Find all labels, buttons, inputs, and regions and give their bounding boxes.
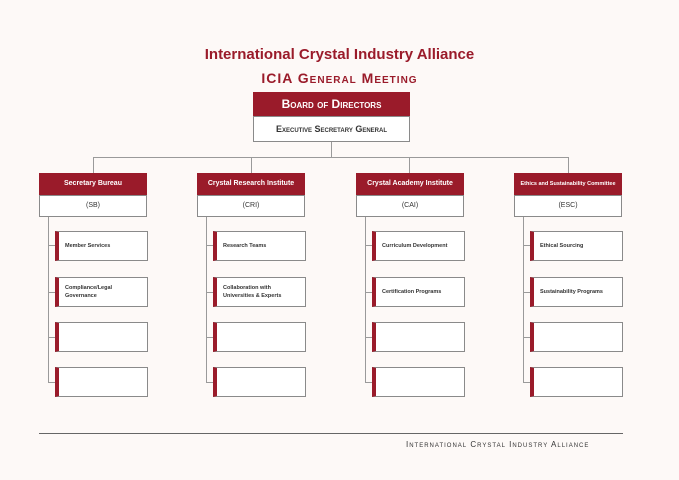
sub-unit-box (55, 322, 148, 352)
sub-unit-box (55, 231, 148, 261)
connector-drop-cri (251, 157, 252, 173)
sub-unit-label: Ethical Sourcing (540, 242, 584, 249)
connector-drop-cai (409, 157, 410, 173)
sub-unit-box (372, 367, 465, 397)
sub-unit-box (213, 231, 306, 261)
footer-text: International Crystal Industry Alliance (406, 440, 590, 449)
sub-unit-label: Curriculum Development (382, 242, 448, 249)
sub-unit-box (530, 367, 623, 397)
sub-unit-label: Collaboration with Universities & Experts (223, 284, 282, 299)
sub-unit-box (530, 322, 623, 352)
org-subtitle: ICIA General Meeting (261, 70, 418, 86)
sub-unit-box (530, 231, 623, 261)
department-abbr-cai: (CAI) (356, 195, 464, 217)
sub-unit-box (213, 277, 306, 307)
sub-unit-label: Sustainability Programs (540, 288, 603, 295)
connector-drop-esc (568, 157, 569, 173)
sub-unit-label: Compliance/Legal Governance (65, 284, 113, 299)
executive-secretary-box: Executive Secretary General (253, 116, 410, 142)
footer-divider (39, 433, 623, 434)
sub-unit-label: Member Services (65, 242, 111, 249)
sub-unit-box (55, 367, 148, 397)
branch-line-sb (48, 217, 49, 383)
connector-horizontal-main (93, 157, 569, 158)
department-header-cai: Crystal Academy Institute (356, 173, 464, 195)
sub-unit-label: Research Teams (223, 242, 267, 249)
sub-unit-label: Certification Programs (382, 288, 442, 295)
sub-unit-box (55, 277, 148, 307)
connector-drop-sb (93, 157, 94, 173)
sub-unit-box (372, 277, 465, 307)
connector-vertical-main (331, 142, 332, 158)
department-abbr-cri: (CRI) (197, 195, 305, 217)
department-abbr-esc: (ESC) (514, 195, 622, 217)
sub-unit-box (372, 322, 465, 352)
board-of-directors-box: Board of Directors (253, 92, 410, 116)
branch-line-esc (523, 217, 524, 383)
branch-line-cai (365, 217, 366, 383)
department-header-cri: Crystal Research Institute (197, 173, 305, 195)
department-abbr-sb: (SB) (39, 195, 147, 217)
sub-unit-box (372, 231, 465, 261)
org-title: International Crystal Industry Alliance (204, 46, 475, 63)
branch-line-cri (206, 217, 207, 383)
sub-unit-box (213, 367, 306, 397)
department-header-sb: Secretary Bureau (39, 173, 147, 195)
sub-unit-box (530, 277, 623, 307)
sub-unit-box (213, 322, 306, 352)
department-header-esc: Ethics and Sustainability Committee (514, 173, 622, 195)
